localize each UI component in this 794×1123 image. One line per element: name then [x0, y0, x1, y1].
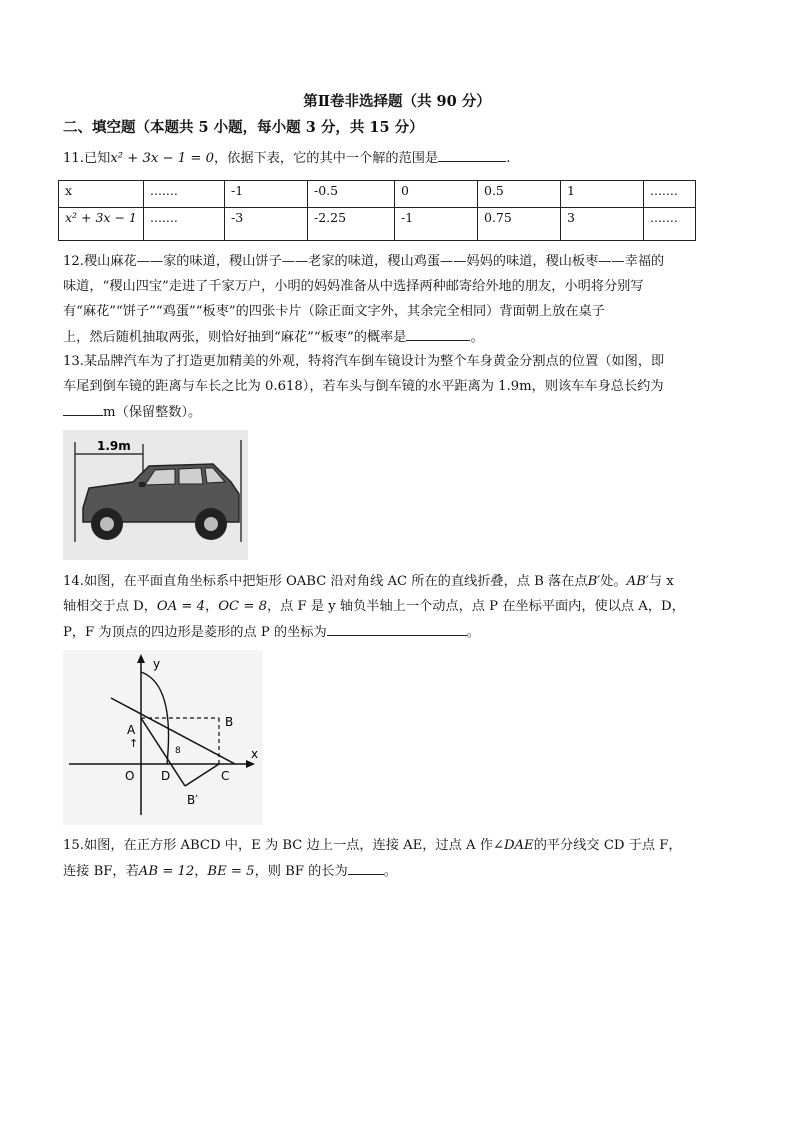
q12-end: 。	[470, 330, 484, 345]
q14-text: 14.如图，在平面直角坐标系中把矩形 OABC 沿对角线 AC 所在的直线折叠，点 B 落在点	[63, 574, 588, 589]
small-mark: 8	[175, 746, 181, 756]
table-cell: .......	[144, 208, 225, 241]
point-d-label: D	[161, 769, 171, 783]
q13-text: m（保留整数）。	[103, 405, 202, 420]
answer-blank[interactable]	[327, 622, 467, 636]
q13-line-3	[63, 402, 201, 423]
value-table	[58, 180, 696, 241]
y-axis-label: y	[153, 657, 161, 671]
table-cell: -1	[225, 181, 308, 208]
table-row-x	[59, 181, 696, 208]
q11-text: ，依据下表，它的其中一个解的范围是	[214, 151, 439, 166]
q15-end: 。	[383, 864, 397, 879]
table-cell: x² + 3x − 1	[59, 208, 144, 241]
point-b-label: B	[225, 715, 234, 729]
table-cell: .......	[144, 181, 225, 208]
answer-blank[interactable]	[63, 402, 103, 416]
q14-text: 与 x	[648, 574, 674, 589]
answer-blank[interactable]	[406, 327, 470, 341]
x-axis-label: x	[251, 747, 259, 761]
table-cell: .......	[644, 181, 696, 208]
arrow-mark: ↑	[129, 737, 139, 750]
table-cell: -0.5	[308, 181, 395, 208]
distance-label: 1.9m	[97, 439, 131, 453]
table-cell: -2.25	[308, 208, 395, 241]
q14-math: OC = 8	[218, 599, 267, 614]
section-heading: 二、填空题（本题共 5 小题，每小题 3 分，共 15 分）	[63, 119, 424, 136]
q15-text: ，	[194, 864, 208, 879]
answer-blank[interactable]	[348, 861, 384, 875]
table-cell: 3	[561, 208, 644, 241]
q13-line-1: 13.某品牌汽车为了打造更加精美的外观，特将汽车倒车镜设计为整个车身黄金分割点的位置（如图，即	[63, 354, 665, 369]
q14-math: OA = 4	[156, 599, 206, 614]
car-window-middle	[179, 468, 203, 484]
q14-end: 。	[466, 625, 480, 640]
part-title: 第Ⅱ卷非选择题（共 90 分）	[303, 93, 491, 110]
q15-math: ∠DAE	[492, 838, 534, 853]
point-o-label: O	[125, 769, 135, 783]
point-c-label: C	[221, 769, 230, 783]
q12-line-2: 味道，“稷山四宝”走进了千家万户，小明的妈妈准备从中选择两种邮寄给外地的朋友，小明将分别写	[63, 279, 644, 294]
q12-line-1: 12.稷山麻花——家的味道，稷山饼子——老家的味道，稷山鸡蛋——妈妈的味道，稷山板枣——幸福的	[63, 254, 665, 269]
table-cell: -3	[225, 208, 308, 241]
front-wheel-hub	[100, 517, 114, 531]
coordinate-figure	[63, 650, 263, 825]
table-row-expr	[59, 208, 696, 241]
q15-text: ，则 BF 的长为	[254, 864, 348, 879]
q11-prefix: 11.已知	[63, 151, 111, 166]
rear-mirror	[139, 482, 145, 487]
q14-text: 处。	[600, 574, 627, 589]
q14-text: P，F 为顶点的四边形是菱形的点 P 的坐标为	[63, 625, 327, 640]
q13-line-2: 车尾到倒车镜的距离与车长之比为 0.618），若车头与倒车镜的水平距离为 1.9m，则该车车身总长约为	[63, 379, 664, 394]
q15-math: BE = 5	[207, 864, 255, 879]
table-cell: 0.75	[478, 208, 561, 241]
table-cell: 0	[395, 181, 478, 208]
q14-line-2	[63, 597, 685, 617]
table-cell: 0.5	[478, 181, 561, 208]
question-11	[63, 148, 510, 169]
table-cell: .......	[644, 208, 696, 241]
q14-math: B′	[587, 574, 601, 589]
q14-text: 轴相交于点 D，	[63, 599, 157, 614]
table-cell: -1	[395, 208, 478, 241]
q15-text: 连接 BF，若	[63, 864, 139, 879]
q15-line-1	[63, 836, 682, 856]
figure-background	[63, 650, 263, 825]
answer-blank[interactable]	[438, 148, 506, 162]
rear-wheel-hub	[204, 517, 218, 531]
car-figure	[63, 430, 248, 560]
q14-line-1	[63, 572, 674, 592]
q11-end: .	[506, 151, 511, 166]
q14-math: AB′	[626, 574, 649, 589]
table-cell: 1	[561, 181, 644, 208]
point-a-label: A	[127, 723, 136, 737]
q15-math: AB = 12	[138, 864, 195, 879]
q15-text: 15.如图，在正方形 ABCD 中，E 为 BC 边上一点，连接 AE，过点 A 作	[63, 838, 493, 853]
point-b-prime-label: B′	[187, 793, 198, 807]
q15-text: 的平分线交 CD 于点 F，	[533, 838, 682, 853]
q14-text: ，	[205, 599, 219, 614]
q12-line-4	[63, 327, 484, 348]
q15-line-2	[63, 861, 397, 882]
table-cell: x	[59, 181, 144, 208]
q14-line-3	[63, 622, 480, 643]
q12-line-3: 有“麻花”“饼子”“鸡蛋”“板枣”的四张卡片（除正面文字外，其余完全相同）背面朝上放在桌子	[63, 304, 605, 319]
q11-equation: x² + 3x − 1 = 0	[110, 151, 214, 166]
q14-text: ，点 F 是 y 轴负半轴上一个动点，点 P 在坐标平面内，使以点 A，D，	[266, 599, 685, 614]
q12-text: 上，然后随机抽取两张，则恰好抽到“麻花”“板枣”的概率是	[63, 330, 407, 345]
